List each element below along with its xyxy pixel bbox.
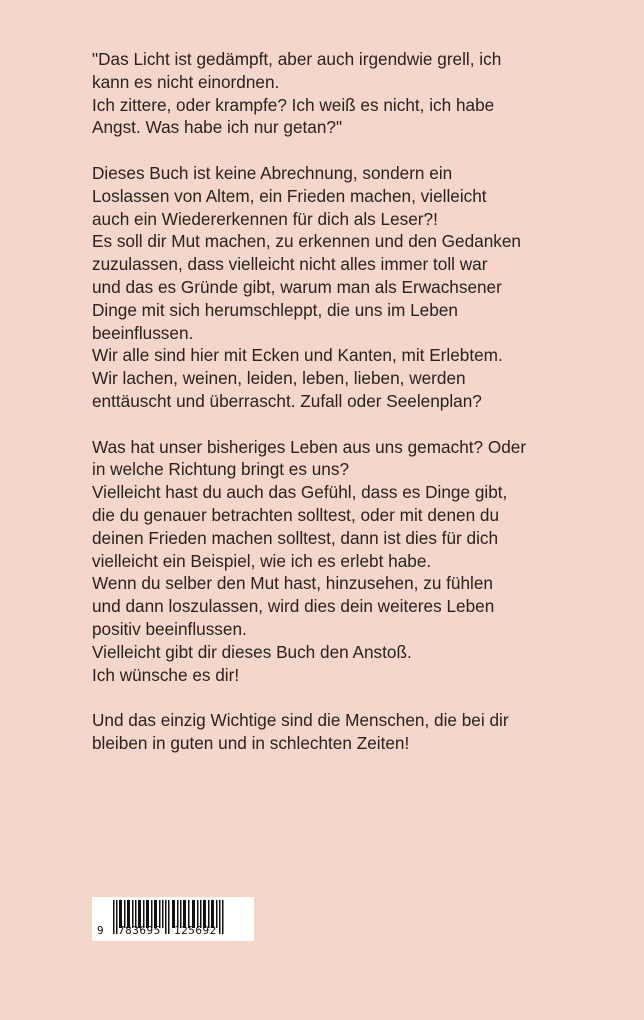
text-line: Dinge mit sich herumschleppt, die uns im Leben xyxy=(92,299,458,320)
barcode-digits-left: 783695 xyxy=(118,924,161,937)
text-line: enttäuscht und überrascht. Zufall oder Seelenplan? xyxy=(92,390,482,411)
text-line: positiv beeinflussen. xyxy=(92,618,247,639)
text-line: Was hat unser bisheriges Leben aus uns gemacht? Oder xyxy=(92,436,527,457)
text-line: beeinflussen. xyxy=(92,322,194,343)
text-line: Vielleicht hast du auch das Gefühl, dass es Dinge gibt, xyxy=(92,482,508,503)
text-line: Ich zittere, oder krampfe? Ich weiß es nicht, ich habe xyxy=(92,94,495,115)
text-line: und das es Gründe gibt, warum man als Erwachsener xyxy=(92,276,502,297)
text-line: deinen Frieden machen solltest, dann ist dies für dich xyxy=(92,527,499,548)
text-line: Wir lachen, weinen, leiden, leben, lieben, werden xyxy=(92,368,466,389)
text-line: Wir alle sind hier mit Ecken und Kanten, mit Erlebtem. xyxy=(92,345,503,366)
text-line: und dann loszulassen, wird dies dein weiteres Leben xyxy=(92,596,495,617)
text-line: Angst. Was habe ich nur getan?" xyxy=(92,117,343,138)
text-line: "Das Licht ist gedämpft, aber auch irgendwie grell, ich xyxy=(92,49,502,69)
barcode-digits-right: 125692 xyxy=(174,924,217,937)
text-line: vielleicht ein Beispiel, wie ich es erlebt habe. xyxy=(92,550,432,571)
paragraph-closing xyxy=(92,709,612,755)
text-line: Ich wünsche es dir! xyxy=(92,664,240,685)
text-line: Wenn du selber den Mut hast, hinzusehen, zu fühlen xyxy=(92,573,493,594)
text-line: Vielleicht gibt dir dieses Buch den Anstoß. xyxy=(92,641,412,662)
text-line: Dieses Buch ist keine Abrechnung, sondern ein xyxy=(92,162,453,183)
text-line: in welche Richtung bringt es uns? xyxy=(92,459,350,480)
text-line: kann es nicht einordnen. xyxy=(92,71,280,92)
text-line: Es soll dir Mut machen, zu erkennen und den Gedanken xyxy=(92,231,521,252)
text-line: auch ein Wiedererkennen für dich als Leser?! xyxy=(92,208,438,229)
text-line: bleiben in guten und in schlechten Zeiten! xyxy=(92,732,410,753)
back-cover-text xyxy=(92,48,612,755)
text-line: die du genauer betrachten solltest, oder mit denen du xyxy=(92,504,500,525)
barcode-bars-icon xyxy=(92,897,254,941)
text-line: Loslassen von Altem, ein Frieden machen, vielleicht xyxy=(92,185,487,206)
paragraph-questions xyxy=(92,436,612,687)
barcode-digit-first: 9 xyxy=(97,924,104,937)
paragraph-intro xyxy=(92,162,612,413)
text-line: Und das einzig Wichtige sind die Menschen, die bei dir xyxy=(92,710,509,731)
text-line: zuzulassen, dass vielleicht nicht alles immer toll war xyxy=(92,254,488,275)
isbn-barcode xyxy=(92,897,254,941)
paragraph-quote xyxy=(92,48,612,139)
